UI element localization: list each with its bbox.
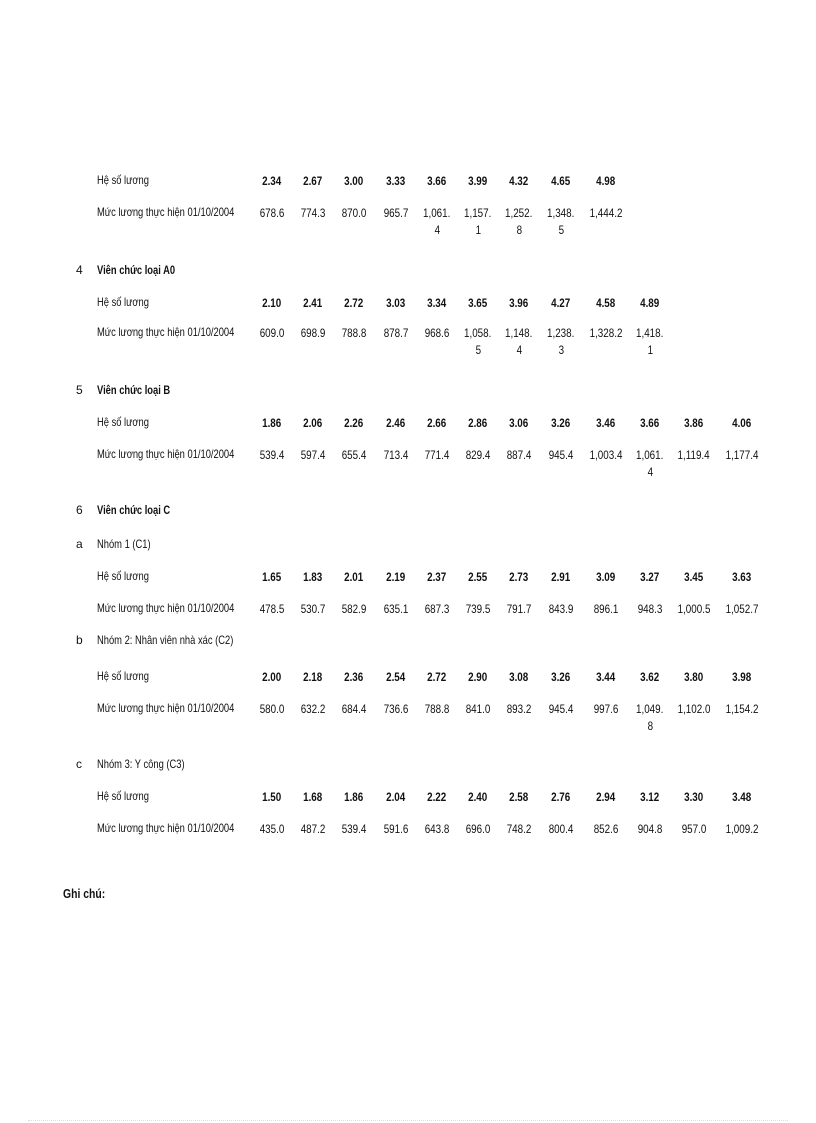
salary-cell: 968.6 <box>424 326 450 340</box>
section-title: Viên chức loại C <box>97 503 171 517</box>
coefficient-cell: 3.26 <box>551 416 571 430</box>
coefficient-cell: 3.66 <box>427 174 447 188</box>
coefficient-row <box>0 415 816 431</box>
coefficient-cell: 4.65 <box>551 174 571 188</box>
salary-cell: 870.0 <box>341 206 367 220</box>
section-number: 5 <box>76 383 83 397</box>
salary-cell: 580.0 <box>259 702 285 716</box>
salary-cell: 1,000.5 <box>677 602 711 616</box>
coefficient-cell: 1.65 <box>262 570 282 584</box>
section-title: Viên chức loại A0 <box>97 263 176 277</box>
salary-cell: 687.3 <box>424 602 450 616</box>
salary-cell: 684.4 <box>341 702 367 716</box>
salary-cell: 1,061. 4 <box>423 206 451 237</box>
salary-cell: 841.0 <box>465 702 491 716</box>
section-title: Nhóm 3: Y công (C3) <box>97 757 185 771</box>
coefficient-cell: 3.45 <box>684 570 704 584</box>
coefficient-cell: 2.10 <box>262 296 282 310</box>
salary-cell: 896.1 <box>593 602 619 616</box>
coefficient-cell: 2.36 <box>344 670 364 684</box>
salary-cell: 643.8 <box>424 822 450 836</box>
coefficient-row <box>0 789 816 805</box>
coefficient-cell: 3.33 <box>386 174 406 188</box>
salary-cell: 635.1 <box>383 602 409 616</box>
salary-label: Mức lương thực hiện 01/10/2004 <box>97 205 235 219</box>
coefficient-cell: 2.66 <box>427 416 447 430</box>
salary-cell: 1,252. 8 <box>505 206 533 237</box>
coefficient-cell: 2.72 <box>344 296 364 310</box>
coefficient-cell: 3.26 <box>551 670 571 684</box>
page-bottom-divider <box>28 1120 788 1121</box>
coefficient-cell: 2.00 <box>262 670 282 684</box>
coefficient-cell: 3.66 <box>640 416 660 430</box>
salary-cell: 655.4 <box>341 448 367 462</box>
coefficient-cell: 3.34 <box>427 296 447 310</box>
coefficient-cell: 2.06 <box>303 416 323 430</box>
note-heading: Ghi chú: <box>63 886 106 901</box>
section-header-row <box>0 633 816 649</box>
salary-label: Mức lương thực hiện 01/10/2004 <box>97 447 235 461</box>
salary-cell: 1,052.7 <box>725 602 759 616</box>
coefficient-cell: 2.40 <box>468 790 488 804</box>
salary-cell: 696.0 <box>465 822 491 836</box>
coefficient-cell: 2.41 <box>303 296 323 310</box>
section-header-row <box>0 383 816 399</box>
salary-row <box>0 601 816 617</box>
coefficient-cell: 1.83 <box>303 570 323 584</box>
coefficient-cell: 3.44 <box>596 670 616 684</box>
salary-cell: 713.4 <box>383 448 409 462</box>
salary-cell: 965.7 <box>383 206 409 220</box>
coefficient-cell: 2.26 <box>344 416 364 430</box>
section-title: Nhóm 2: Nhân viên nhà xác (C2) <box>97 633 234 647</box>
coefficient-cell: 4.98 <box>596 174 616 188</box>
coefficient-cell: 3.00 <box>344 174 364 188</box>
salary-row <box>0 821 816 837</box>
section-number: c <box>76 757 82 771</box>
section-title: Nhóm 1 (C1) <box>97 537 151 551</box>
salary-cell: 736.6 <box>383 702 409 716</box>
salary-cell: 904.8 <box>637 822 663 836</box>
salary-cell: 1,348. 5 <box>547 206 575 237</box>
salary-cell: 945.4 <box>548 448 574 462</box>
coefficient-cell: 2.94 <box>596 790 616 804</box>
coefficient-cell: 3.80 <box>684 670 704 684</box>
coefficient-cell: 3.06 <box>509 416 529 430</box>
coefficient-cell: 3.86 <box>684 416 704 430</box>
salary-label: Mức lương thực hiện 01/10/2004 <box>97 601 235 615</box>
salary-cell: 1,119.4 <box>677 448 711 462</box>
salary-cell: 1,177.4 <box>725 448 759 462</box>
coefficient-cell: 2.01 <box>344 570 364 584</box>
salary-cell: 487.2 <box>300 822 326 836</box>
salary-cell: 800.4 <box>548 822 574 836</box>
section-header-row <box>0 537 816 553</box>
salary-cell: 788.8 <box>424 702 450 716</box>
coefficient-cell: 2.67 <box>303 174 323 188</box>
salary-cell: 539.4 <box>341 822 367 836</box>
coefficient-cell: 2.46 <box>386 416 406 430</box>
salary-cell: 632.2 <box>300 702 326 716</box>
section-header-row <box>0 757 816 773</box>
coefficient-row <box>0 173 816 189</box>
salary-cell: 1,058. 5 <box>464 326 492 357</box>
salary-cell: 957.0 <box>681 822 707 836</box>
coefficient-cell: 1.50 <box>262 790 282 804</box>
coefficient-cell: 3.30 <box>684 790 704 804</box>
salary-row <box>0 325 816 357</box>
coefficient-cell: 3.09 <box>596 570 616 584</box>
salary-cell: 852.6 <box>593 822 619 836</box>
coefficient-row <box>0 295 816 311</box>
salary-label: Mức lương thực hiện 01/10/2004 <box>97 325 235 339</box>
coefficient-label: Hệ số lương <box>97 173 149 187</box>
coefficient-row <box>0 669 816 685</box>
coefficient-cell: 3.48 <box>732 790 752 804</box>
salary-row <box>0 447 816 479</box>
coefficient-cell: 3.96 <box>509 296 529 310</box>
coefficient-cell: 3.03 <box>386 296 406 310</box>
salary-cell: 1,328.2 <box>589 326 623 340</box>
coefficient-cell: 2.37 <box>427 570 447 584</box>
salary-cell: 1,444.2 <box>589 206 623 220</box>
coefficient-cell: 3.98 <box>732 670 752 684</box>
coefficient-label: Hệ số lương <box>97 415 149 429</box>
coefficient-cell: 3.65 <box>468 296 488 310</box>
salary-cell: 1,238. 3 <box>547 326 575 357</box>
coefficient-cell: 4.27 <box>551 296 571 310</box>
coefficient-cell: 2.18 <box>303 670 323 684</box>
coefficient-cell: 2.55 <box>468 570 488 584</box>
coefficient-cell: 1.86 <box>262 416 282 430</box>
coefficient-cell: 4.06 <box>732 416 752 430</box>
salary-cell: 539.4 <box>259 448 285 462</box>
salary-label: Mức lương thực hiện 01/10/2004 <box>97 701 235 715</box>
salary-label: Mức lương thực hiện 01/10/2004 <box>97 821 235 835</box>
salary-cell: 1,009.2 <box>725 822 759 836</box>
salary-cell: 582.9 <box>341 602 367 616</box>
salary-cell: 1,154.2 <box>725 702 759 716</box>
salary-cell: 597.4 <box>300 448 326 462</box>
salary-cell: 1,157. 1 <box>464 206 492 237</box>
coefficient-cell: 3.46 <box>596 416 616 430</box>
coefficient-cell: 4.32 <box>509 174 529 188</box>
salary-row <box>0 701 816 733</box>
salary-cell: 1,061. 4 <box>636 448 664 479</box>
coefficient-cell: 3.08 <box>509 670 529 684</box>
salary-cell: 1,003.4 <box>589 448 623 462</box>
salary-cell: 1,418. 1 <box>636 326 664 357</box>
coefficient-cell: 3.27 <box>640 570 660 584</box>
coefficient-cell: 3.99 <box>468 174 488 188</box>
salary-cell: 435.0 <box>259 822 285 836</box>
salary-cell: 478.5 <box>259 602 285 616</box>
section-number: b <box>76 633 83 647</box>
coefficient-label: Hệ số lương <box>97 789 149 803</box>
section-header-row <box>0 503 816 519</box>
coefficient-cell: 3.63 <box>732 570 752 584</box>
salary-cell: 997.6 <box>593 702 619 716</box>
salary-cell: 829.4 <box>465 448 491 462</box>
salary-cell: 887.4 <box>506 448 532 462</box>
section-title: Viên chức loại B <box>97 383 171 397</box>
coefficient-label: Hệ số lương <box>97 295 149 309</box>
salary-cell: 788.8 <box>341 326 367 340</box>
section-number: 6 <box>76 503 83 517</box>
coefficient-label: Hệ số lương <box>97 569 149 583</box>
coefficient-cell: 2.86 <box>468 416 488 430</box>
coefficient-cell: 3.12 <box>640 790 660 804</box>
salary-cell: 893.2 <box>506 702 532 716</box>
salary-row <box>0 205 816 237</box>
coefficient-cell: 1.86 <box>344 790 364 804</box>
salary-cell: 678.6 <box>259 206 285 220</box>
section-header-row <box>0 263 816 279</box>
section-number: a <box>76 537 83 551</box>
salary-cell: 1,148. 4 <box>505 326 533 357</box>
coefficient-label: Hệ số lương <box>97 669 149 683</box>
coefficient-cell: 2.54 <box>386 670 406 684</box>
salary-cell: 1,102.0 <box>677 702 711 716</box>
coefficient-cell: 3.62 <box>640 670 660 684</box>
coefficient-cell: 2.90 <box>468 670 488 684</box>
coefficient-cell: 2.34 <box>262 174 282 188</box>
salary-cell: 748.2 <box>506 822 532 836</box>
coefficient-cell: 2.76 <box>551 790 571 804</box>
coefficient-cell: 4.58 <box>596 296 616 310</box>
salary-cell: 771.4 <box>424 448 450 462</box>
coefficient-cell: 2.22 <box>427 790 447 804</box>
coefficient-cell: 2.73 <box>509 570 529 584</box>
salary-cell: 739.5 <box>465 602 491 616</box>
salary-cell: 1,049. 8 <box>636 702 664 733</box>
salary-cell: 591.6 <box>383 822 409 836</box>
salary-cell: 948.3 <box>637 602 663 616</box>
coefficient-cell: 2.72 <box>427 670 447 684</box>
salary-cell: 878.7 <box>383 326 409 340</box>
coefficient-row <box>0 569 816 585</box>
section-number: 4 <box>76 263 83 277</box>
salary-cell: 791.7 <box>506 602 532 616</box>
coefficient-cell: 4.89 <box>640 296 660 310</box>
coefficient-cell: 2.91 <box>551 570 571 584</box>
coefficient-cell: 2.58 <box>509 790 529 804</box>
salary-cell: 945.4 <box>548 702 574 716</box>
coefficient-cell: 2.04 <box>386 790 406 804</box>
salary-cell: 774.3 <box>300 206 326 220</box>
salary-cell: 530.7 <box>300 602 326 616</box>
coefficient-cell: 1.68 <box>303 790 323 804</box>
salary-cell: 843.9 <box>548 602 574 616</box>
salary-cell: 609.0 <box>259 326 285 340</box>
salary-cell: 698.9 <box>300 326 326 340</box>
coefficient-cell: 2.19 <box>386 570 406 584</box>
